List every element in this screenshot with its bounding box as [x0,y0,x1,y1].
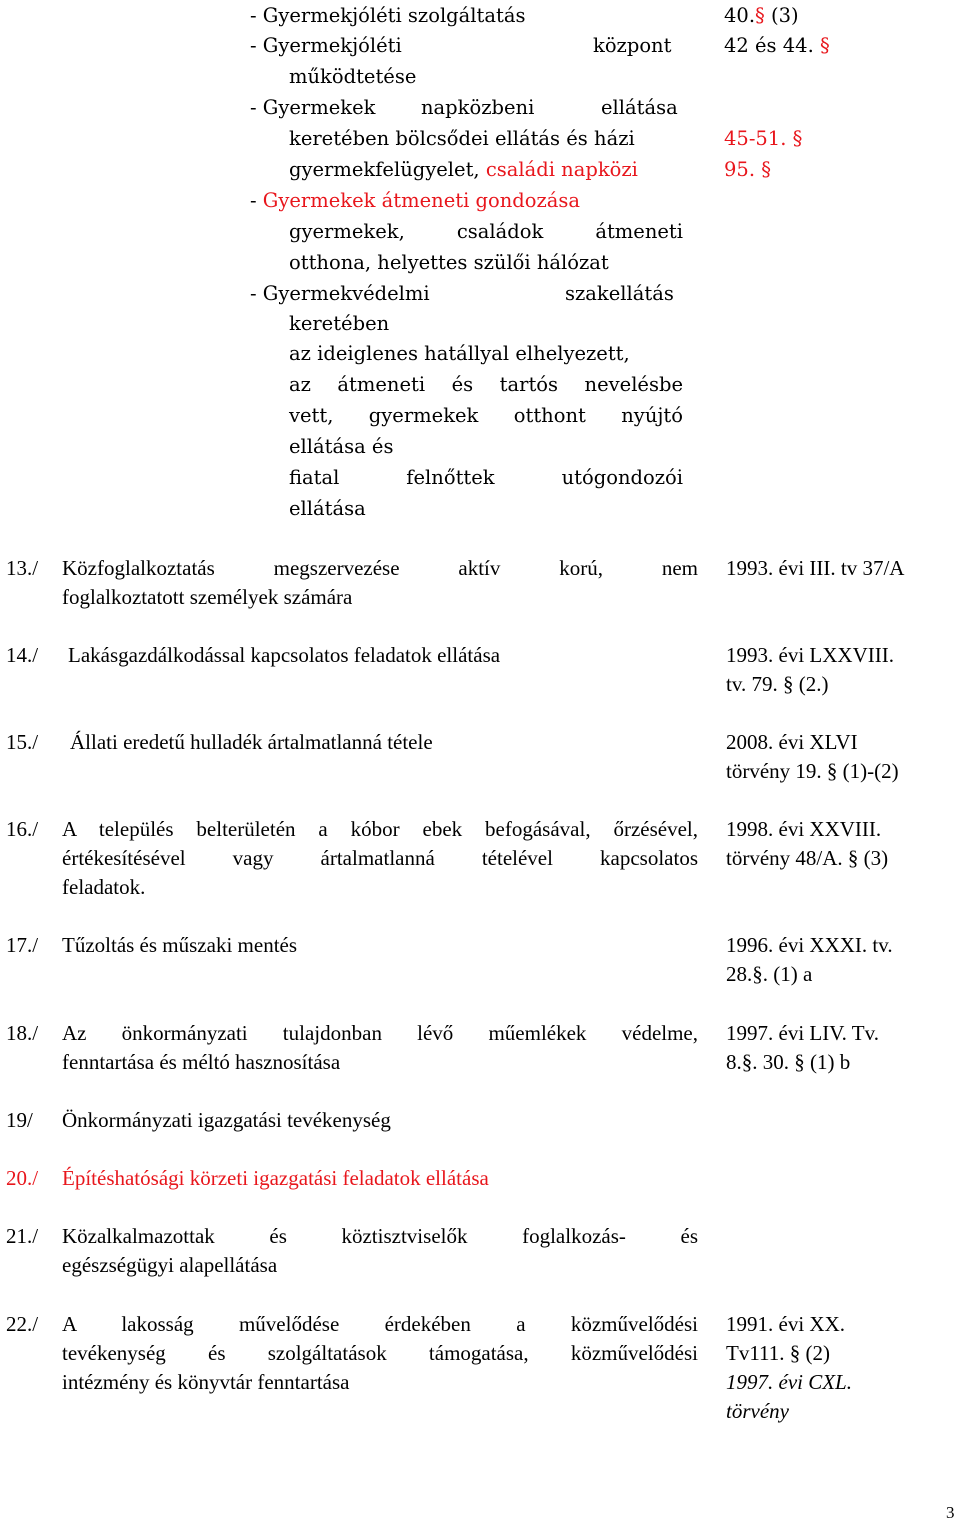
dash-text: - [250,189,263,212]
law-reference: 1997. évi LIV. Tv. [726,1021,880,1045]
service-line: központ [593,34,672,57]
task-number: 22./ [6,1312,39,1336]
section-sign: § [752,962,763,986]
task-text: Lakásgazdálkodással kapcsolatos feladatok ellátása [68,643,501,667]
service-line: szakellátás [565,282,674,305]
task-number: 15./ [6,730,39,754]
service-line [250,188,580,213]
law-reference: 1996. évi XXXI. tv. [726,933,893,957]
task-text: Önkormányzati igazgatási tevékenység [62,1108,391,1132]
law-reference: 1998. évi XXVIII. [726,817,882,841]
service-line: keretében bölcsődei ellátás és házi [289,127,635,150]
task-text: A település belterületén a kóbor ebek befogásával, őrzésével, [62,817,698,841]
section-sign: § [741,1050,753,1074]
service-line: - Gyermekjóléti [250,34,402,57]
task-text: feladatok. [62,875,146,899]
service-line: működtetése [289,65,417,88]
task-text: A lakosság művelődése érdekében a közművelődési [62,1312,698,1336]
task-text: Az önkormányzati tulajdonban lévő műemlékek védelme, [62,1021,698,1045]
task-text: egészségügyi alapellátása [62,1253,278,1277]
law-reference: 28.§. (1) a [726,962,813,986]
task-number: 13./ [6,556,39,580]
section-sign: § [847,846,859,870]
service-line: ellátása [289,497,366,520]
law-reference: 95. § [724,158,771,181]
service-line: ellátása [601,96,678,119]
task-text: tevékenység és szolgáltatások támogatása, közművelődési [62,1341,698,1365]
task-number: 19/ [6,1108,33,1132]
law-reference: törvény 19. § (1)-(2) [726,759,899,783]
task-text: Tűzoltás és műszaki mentés [62,933,298,957]
task-text: intézmény és könyvtár fenntartása [62,1370,350,1394]
task-number: 18./ [6,1021,39,1045]
section-sign: § [819,34,830,57]
section-sign: § [794,1050,805,1074]
task-number: 16./ [6,817,39,841]
service-line: keretében [289,312,390,335]
law-reference: Tv111. § (2) [726,1341,831,1365]
section-sign: § [792,127,803,150]
page-number: 3 [946,1503,955,1522]
service-line: gyermekfelügyelet, családi napközi [289,158,638,181]
task-text: Állati eredetű hulladék ártalmatlanná tétele [70,730,433,754]
law-reference: 2008. évi XLVI [726,730,858,754]
service-line: napközbeni [421,96,535,119]
service-line: - Gyermekjóléti szolgáltatás [250,4,526,27]
law-reference: 1997. évi CXL. [726,1370,852,1394]
task-text: Közalkalmazottak és köztisztviselők foglalkozás- és [62,1224,698,1248]
service-line: az átmeneti és tartós nevelésbe [289,373,683,396]
section-sign: § [789,1341,801,1365]
service-line: vett, gyermekek otthont nyújtó [289,404,683,427]
service-line: fiatal felnőttek utógondozói [289,466,683,489]
law-reference: 1991. évi XX. [726,1312,845,1336]
task-number: 21./ [6,1224,39,1248]
section-sign: § [761,158,771,181]
task-text: fenntartása és méltó hasznosítása [62,1050,341,1074]
law-reference: 1993. évi III. tv 37/A [726,556,905,580]
service-line: gyermekek, családok átmeneti [289,220,683,243]
task-number: 17./ [6,933,39,957]
service-line: ellátása és [289,435,394,458]
service-line: - Gyermekek [250,96,376,119]
service-line: - Gyermekvédelmi [250,282,430,305]
task-text: Közfoglalkoztatás megszervezése aktív korú, nem [62,556,698,580]
section-sign: § [782,672,794,696]
service-line: otthona, helyettes szülői hálózat [289,251,609,274]
section-sign: § [755,4,765,27]
task-text: értékesítésével vagy ártalmatlanná tételével kapcsolatos [62,846,698,870]
service-line: az ideiglenes hatállyal elhelyezett, [289,342,630,365]
task-number: 20./ [6,1166,39,1190]
law-reference: törvény [726,1399,789,1423]
highlighted-text: Gyermekek átmeneti gondozása [262,189,581,212]
law-reference: 42 és 44. § [724,34,830,57]
section-sign: § [826,759,838,783]
task-text: Építéshatósági körzeti igazgatási feladatok ellátása [62,1166,489,1190]
task-number: 14./ [6,643,39,667]
law-reference: 45-51. § [724,127,803,150]
law-reference: 40.§ (3) [724,4,799,27]
highlighted-text: családi napközi [485,158,638,181]
law-reference: 1993. évi LXXVIII. [726,643,894,667]
task-text: foglalkoztatott személyek számára [62,585,353,609]
law-reference: tv. 79. § (2.) [726,672,829,696]
law-reference: 8.§. 30. § (1) b [726,1050,851,1074]
law-reference: törvény 48/A. § (3) [726,846,889,870]
